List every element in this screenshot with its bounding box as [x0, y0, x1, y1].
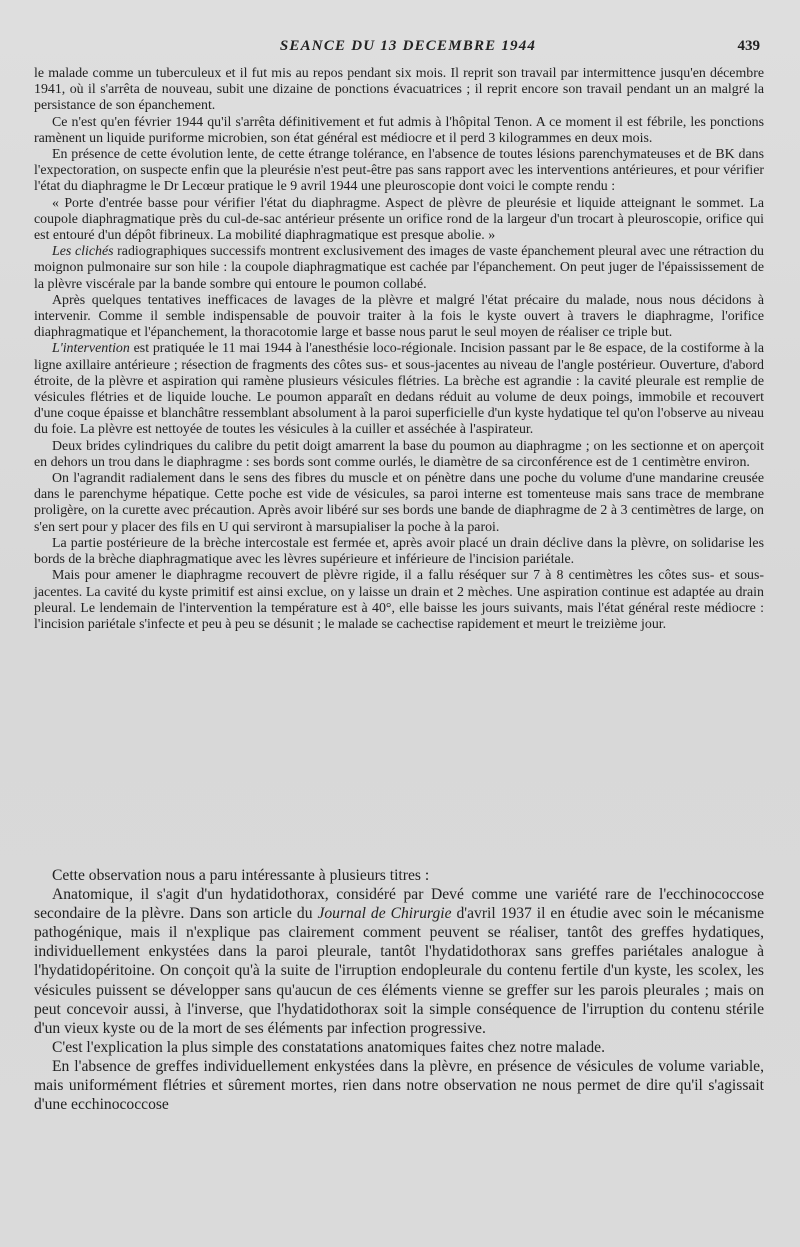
cliches-text: radiographiques successifs montrent exclusivement des images de vaste épanchement pleural avec une rétraction du moignon pulmonaire sur son hile : la coupole diaphragmatique est cachée par l'épanchement. On peut juger de l'épaississement de la plèvre viscérale par la bande sombre qui entoure le poumon collabé. [34, 244, 764, 292]
paragraph: le malade comme un tuberculeux et il fut mis au repos pendant six mois. Il reprit son travail par intermittence jusqu'en décembre 1941, où il s'arrêta de nouveau, subit une dizaine de ponctions évacuatrices ; il reprit encore son travail pendant un an malgré la persistance de son épanchement. [34, 66, 764, 114]
paragraph: En l'absence de greffes individuellement enkystées dans la plèvre, en présence de vésicules de volume variable, mais uniformément flétries et sûrement mortes, rien dans notre observation ne nous permet de dire qu'il s'agissait d'une ecchinococcose [34, 1057, 764, 1114]
paragraph-intervention [34, 341, 764, 438]
paragraph: En présence de cette évolution lente, de cette étrange tolérance, en l'absence de toutes lésions parenchymateuses et de BK dans l'expectoration, on suspecte enfin que la pleurésie n'est peut-être pas sans rapport avec les interventions antérieures, et pour vérifier l'état du diaphragme le Dr Lecœur pratique le 9 avril 1944 une pleuroscopie dont voici le compte rendu : [34, 147, 764, 195]
running-title: SEANCE DU 13 DECEMBRE 1944 [279, 38, 537, 54]
paragraph: La partie postérieure de la brèche intercostale est fermée et, après avoir placé un drain déclive dans la plèvre, on solidarise les bords de la brèche diaphragmatique avec les lèvres supérieure et inférieure de l'incision pariétale. [34, 535, 764, 568]
paragraph: Après quelques tentatives inefficaces de lavages de la plèvre et malgré l'état précaire du malade, nous nous décidons à intervenir. Comme il semble indispensable de pouvoir traiter à la fois le kyste ouvert à travers le diaphragme, l'orifice diaphragmatique et l'épanchement, la thoracotomie large et basse nous parut le seul moyen de réaliser ce triple but. [34, 292, 764, 341]
paragraph: On l'agrandit radialement dans le sens des fibres du muscle et on pénètre dans une poche du volume d'une mandarine creusée dans le parenchyme hépatique. Cette poche est vide de vésicules, sa paroi interne est tomenteuse mais sans trace de membrane proligère, on la curette avec précaution. Après avoir libéré sur ses bords une bande de diaphragme de 2 à 3 centimètres de large, on s'en sert pour y placer des fils en U qui serviront à marsupialiser la poche à la paroi. [34, 471, 764, 535]
page-number: 439 [737, 38, 760, 54]
intervention-text: est pratiquée le 11 mai 1944 à l'anesthésie loco-régionale. Incision passant par le 8e espace, de la costiforme à la ligne axillaire antérieure ; résection de fragments des côtes sus- et sous-jacentes au niveau de l'angle postérieur. Ouverture, d'abord étroite, de la plèvre et aspiration qui ramène plusieurs vésicules flétries. La brèche est agrandie : la cavité pleurale est remplie de vésicules flétries et de liquide louche. Le poumon apparaît en dedans réduit au volume de deux poings, immobile et recouvert d'une coque épaisse et blanchâtre ressemblant absolument à la paroi superficielle d'un kyste hydatique tel qu'on l'observe au niveau du foie. La plèvre est nettoyée de toutes les vésicules à la cuiller et asséchée à l'aspirateur. [34, 341, 764, 438]
cliches-lead: Les clichés [52, 244, 114, 260]
paragraph: Ce n'est qu'en février 1944 qu'il s'arrêta définitivement et fut admis à l'hôpital Tenon. A ce moment il est fébrile, les ponctions ramènent un liquide puriforme microbien, son état général est médiocre et il perd 3 kilogrammes en deux mois. [34, 114, 764, 146]
intervention-lead: L'intervention [52, 341, 130, 357]
paragraph: « Porte d'entrée basse pour vérifier l'état du diaphragme. Aspect de plèvre de pleurésie et liquide atteignant le sommet. La coupole diaphragmatique près du cul-de-sac antérieur présente un orifice rond de la largeur d'un trocart à pleuroscopie, orifice qui est entouré d'un dépôt fibrineux. La mobilité diaphragmatique est presque abolie. » [34, 195, 764, 244]
page-header [56, 38, 760, 62]
paragraph: C'est l'explication la plus simple des constatations anatomiques faites chez notre malade. [52, 1038, 605, 1056]
paragraph: Deux brides cylindriques du calibre du petit doigt amarrent la base du poumon au diaphragme ; on les sectionne et on aperçoit en dehors un trou dans le diaphragme : ses bords sont comme ourlés, le diamètre de sa circonférence est de 1 centimètre environ. [34, 438, 764, 470]
discussion-text [34, 866, 764, 1114]
paragraph: Cette observation nous a paru intéressante à plusieurs titres : [52, 867, 430, 884]
paragraph-anatomique [34, 885, 764, 1038]
anatomique-after: d'avril 1937 il en étudie avec soin le mécanisme pathogénique, mais il n'explique pas clairement comment peuvent se réaliser, tantôt des greffes hydatiques, individuellement enkystées dans la paroi pleurale, tantôt l'hydatidothorax sans greffes pariétales analogue à l'hydatidopéritoine. On conçoit qu'à la suite de l'irruption endopleurale du contenu fertile d'un kyste, les scolex, les vésicules puissent se développer sans qu'aucun de ces éléments vienne se greffer sur les parois pleurales ; mais on peut concevoir aussi, à l'inverse, que l'hydatidothorax soit la simple conséquence de l'irruption du contenu stérile d'un vieux kyste ou de la mort de ses éléments par infection progressive. [34, 905, 764, 1037]
case-report-text [34, 66, 764, 633]
paragraph-cliches [34, 244, 764, 293]
journal-title: Journal de Chirurgie [317, 905, 452, 923]
anatomique-before: Anatomique, il s'agit d'un hydatidothorax, considéré par Devé comme une variété rare de l'ecchinococcose secondaire de la plèvre. Dans son article du [34, 886, 764, 923]
paragraph: Mais pour amener le diaphragme recouvert de plèvre rigide, il a fallu réséquer sur 7 à 8 centimètres les côtes sus- et sous-jacentes. La cavité du kyste primitif est ainsi exclue, on y laisse un drain et 2 mèches. Une aspiration continue est adaptée au drain pleural. Le lendemain de l'intervention la température est à 40°, elle baisse les jours suivants, mais l'état général reste médiocre : l'incision pariétale s'infecte et peu à peu se désunit ; le malade se cachectise rapidement et meurt le treizième jour. [34, 568, 764, 632]
